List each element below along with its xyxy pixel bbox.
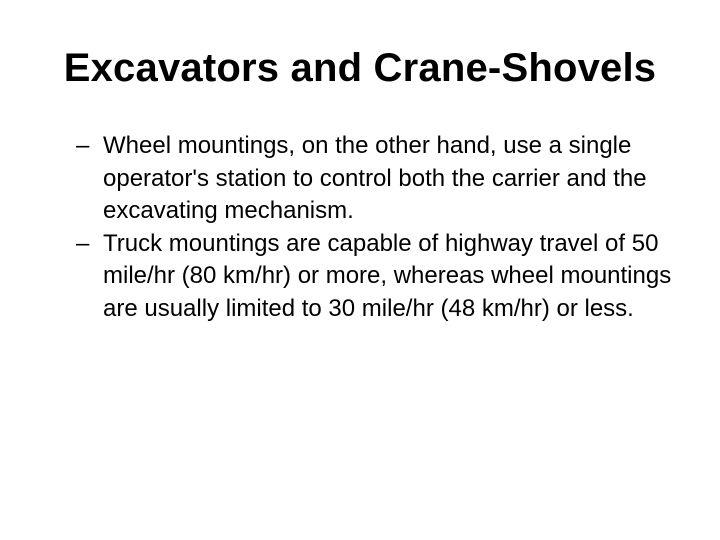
bullet-item — [76, 228, 676, 326]
bullet-dash: – — [76, 229, 90, 257]
bullet-list — [76, 130, 676, 325]
bullet-text: Wheel mountings, on the other hand, use a single operator's station to control both the carrier and the excavating mechanism. — [103, 132, 647, 224]
bullet-item — [76, 130, 676, 228]
slide-title: Excavators and Crane-Shovels — [63, 46, 657, 90]
bullet-text: Truck mountings are capable of highway travel of 50 mile/hr (80 km/hr) or more, whereas wheel mountings are usually limited to 30 mile/hr (48 km/hr) or less. — [103, 229, 672, 322]
bullet-dash: – — [76, 132, 90, 159]
